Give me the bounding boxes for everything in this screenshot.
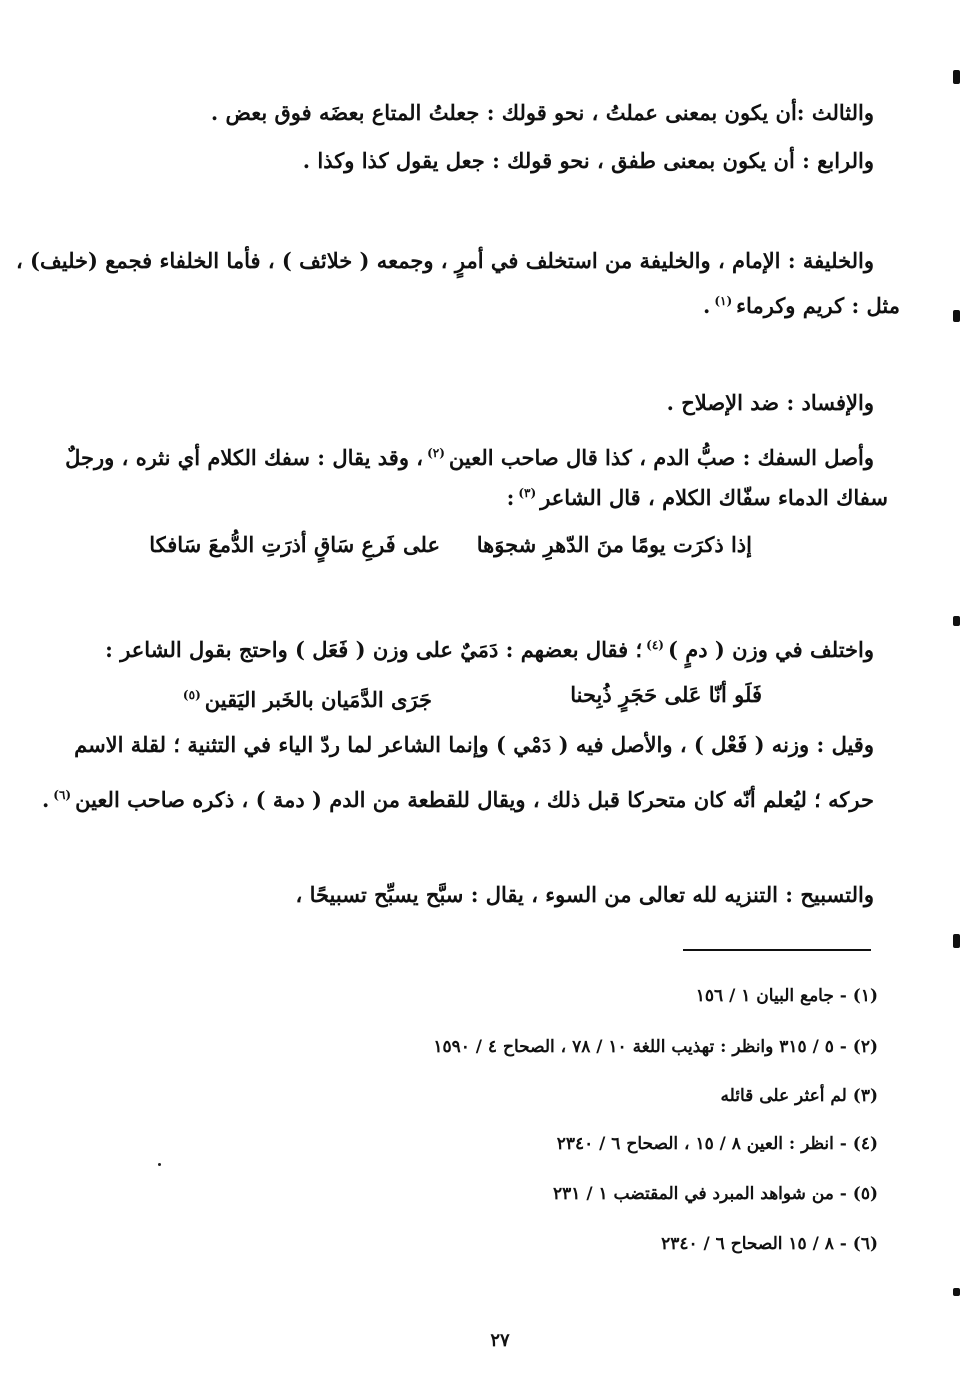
footnote-ref-4: (٤) — [646, 638, 664, 652]
safk-text-b: ، وقد يقال : سفك الكلام أي نثره ، ورجلٌ — [65, 445, 424, 470]
paragraph-khalifa-line-1: والخليفة : الإمام ، والخليفة من استخلف في أمرٍ ، وجمعه ( خلائف ) ، فأما الخلفاء فجمع (خليف) ، — [15, 248, 874, 273]
paragraph-ifsad: والإفساد : ضد الإصلاح . — [666, 390, 874, 415]
paragraph-tasbih: والتسبيح : التنزيه لله تعالى من السوء ، يقال : سبَّح يسبِّح تسبيحًا ، — [295, 882, 874, 907]
paragraph-dam-line-2: وقيل : وزنه ( فَعْل ) ، والأصل فيه ( دَمْي ) وإنما الشاعر لما ردّ الياء في التثنية ؛ لقلة الاسم — [74, 732, 874, 757]
footnote-ref-2: (٢) — [427, 446, 445, 460]
scan-edge-mark — [953, 310, 960, 322]
scan-edge-mark — [953, 934, 960, 948]
verse-1-first-hemistich: إذا ذكرَت يومًا منَ الدّهرِ شجوَها — [476, 532, 752, 557]
paragraph-khalifa-line-2 — [703, 286, 900, 321]
footnote-1: (١) - جامع البيان ١ / ١٥٦ — [695, 986, 878, 1006]
paragraph-safk-line-2 — [507, 478, 888, 513]
footnote-ref-1: (١) — [714, 294, 733, 308]
footnote-ref-3: (٣) — [518, 486, 537, 500]
scan-edge-mark — [953, 616, 960, 626]
verse-1-second-hemistich: على فَرعِ سَاقٍ أذرَتِ الدُّمعَ سَافكا — [149, 532, 440, 557]
verse-2-text: جَرَى الدَّمَيان بالخَبر اليَقين — [204, 687, 432, 712]
footnote-3: (٣) لم أعثر على قائله — [720, 1086, 878, 1106]
paragraph-third-meaning: والثالث :أن يكون بمعنى عملتُ ، نحو قولك : جعلتُ المتاع بعضَه فوق بعض . — [210, 100, 874, 125]
footnote-ref-5: (٥) — [182, 688, 201, 702]
scan-edge-mark — [953, 1288, 960, 1296]
safk-text-c: سفاك الدماء سفّاك الكلام ، قال الشاعر — [540, 485, 888, 510]
safk-colon: : — [506, 485, 515, 510]
khalifa-end: . — [703, 293, 711, 318]
khalifa-example-text: مثل : كريم وكرماء — [736, 293, 900, 318]
footnote-6: (٦) - ٨ / ١٥ الصحاح ٦ / ٢٣٤٠ — [661, 1234, 878, 1254]
paragraph-fourth-meaning: والرابع : أن يكون بمعنى طفق ، نحو قولك : جعل يقول كذا وكذا . — [302, 148, 874, 173]
verse-2-first-hemistich: فَلَو أنّا عَلى حَجَرٍ ذُبِحنا — [570, 682, 762, 707]
dam-text-b: ؛ فقال بعضهم : دَمَيٌ على وزن ( فَعَل ) واحتج بقول الشاعر : — [105, 637, 643, 662]
dam-text-a: واختلف في وزن ( دمٍ ) — [667, 637, 874, 662]
paragraph-dam-line-3 — [42, 780, 874, 815]
footnote-divider — [683, 949, 871, 951]
footnote-4: (٤) - انظر : العين ٨ / ١٥ ، الصحاح ٦ / ٢٣٤٠ — [556, 1134, 878, 1154]
page-number: ٢٧ — [490, 1330, 510, 1351]
footnote-ref-6: (٦) — [53, 788, 72, 802]
verse-2-second-hemistich — [179, 680, 432, 715]
footnote-5: (٥) - من شواهد المبرد في المقتضب ١ / ٢٣١ — [553, 1184, 878, 1204]
dam-text-c: حركه ؛ ليُعلم أنّه كان متحركا قبل ذلك ، ويقال للقطعة من الدم ( دمة ) ، ذكره صاحب العين — [75, 787, 874, 812]
paragraph-safk-line-1 — [65, 438, 874, 473]
scan-edge-mark — [953, 70, 960, 84]
scan-speck — [158, 1163, 161, 1166]
footnote-2: (٢) - ٥ / ٣١٥ وانظر : تهذيب اللغة ١٠ / ٧٨ ، الصحاح ٤ / ١٥٩٠ — [433, 1037, 878, 1057]
safk-text-a: وأصل السفك : صبُّ الدم ، كذا قال صاحب العين — [448, 445, 874, 470]
paragraph-dam-line-1 — [105, 630, 874, 665]
dam-end: . — [41, 787, 50, 812]
